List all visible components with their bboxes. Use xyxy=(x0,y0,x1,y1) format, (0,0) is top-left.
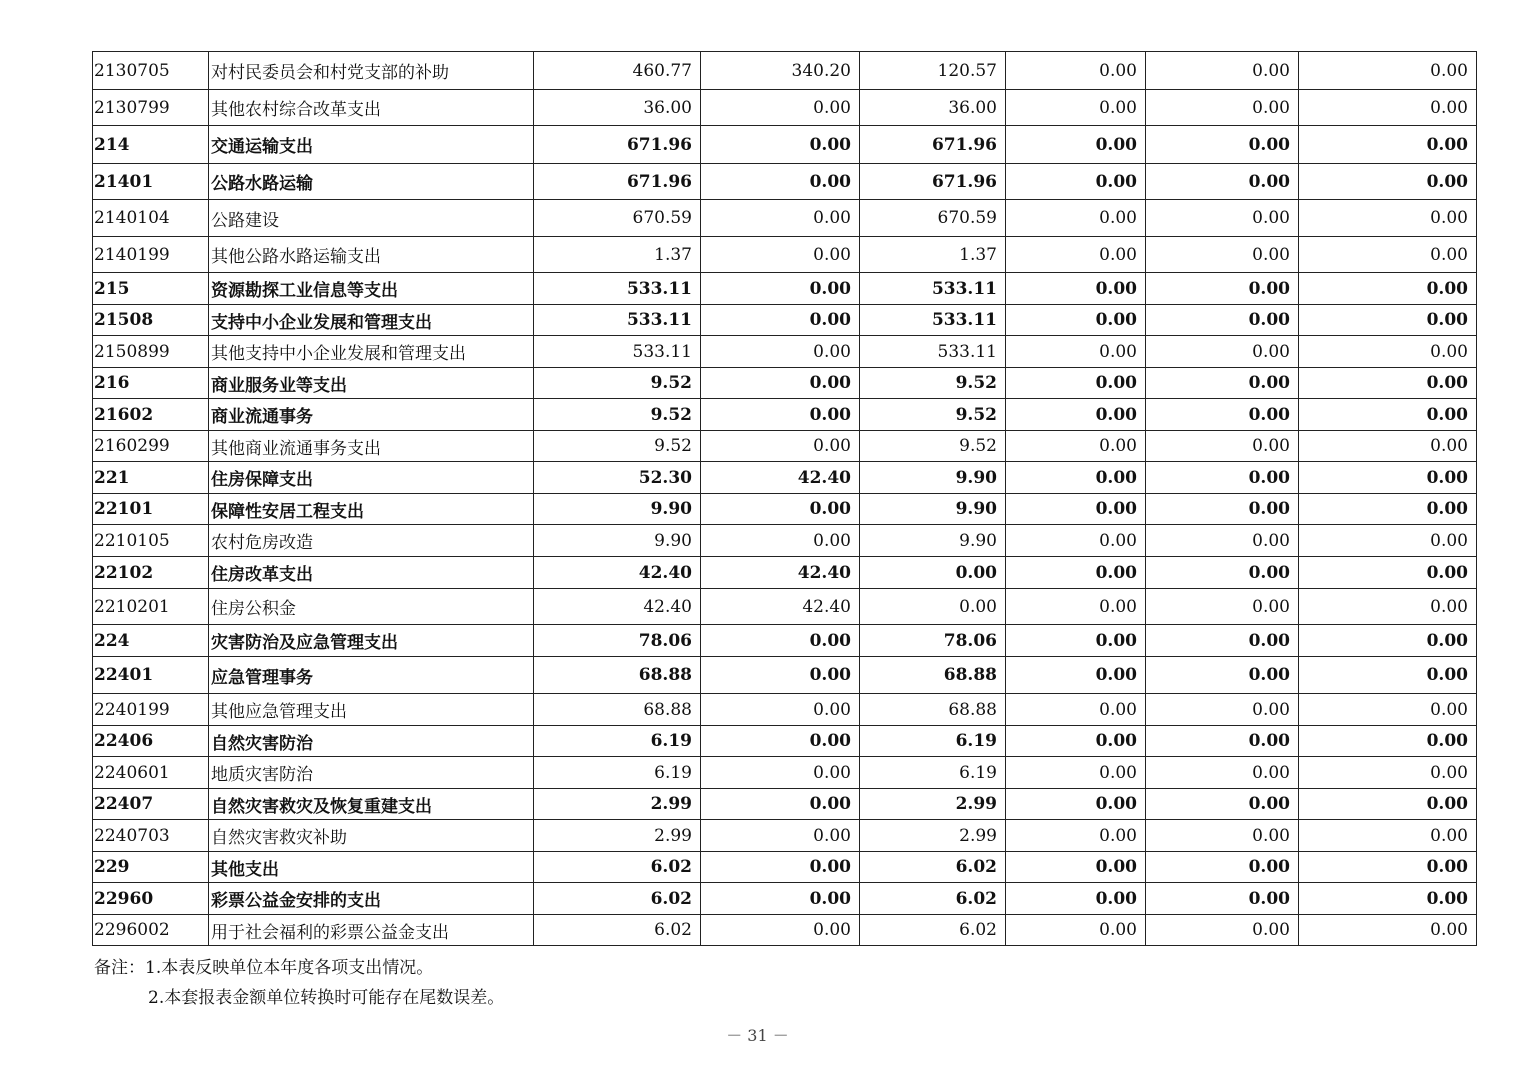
cell-value: 0.00 xyxy=(1146,852,1299,883)
cell-value: 2.99 xyxy=(534,789,701,820)
table-row xyxy=(93,305,1477,336)
cell-value: 42.40 xyxy=(701,589,860,625)
cell-code: 22406 xyxy=(93,726,209,757)
cell-value: 9.52 xyxy=(860,368,1006,399)
table-row xyxy=(93,200,1477,237)
cell-value: 1.37 xyxy=(534,237,701,273)
cell-value: 68.88 xyxy=(860,694,1006,726)
cell-name: 其他应急管理支出 xyxy=(209,694,534,726)
cell-value: 0.00 xyxy=(1006,694,1146,726)
cell-value: 671.96 xyxy=(534,164,701,200)
cell-value: 0.00 xyxy=(1146,164,1299,200)
note-line-1: 备注：1.本表反映单位本年度各项支出情况。 xyxy=(94,958,434,978)
cell-value: 0.00 xyxy=(701,726,860,757)
cell-value: 0.00 xyxy=(1146,90,1299,126)
cell-name: 对村民委员会和村党支部的补助 xyxy=(209,52,534,90)
table-row xyxy=(93,462,1477,494)
cell-code: 22102 xyxy=(93,557,209,589)
cell-value: 0.00 xyxy=(1006,90,1146,126)
cell-value: 533.11 xyxy=(534,273,701,305)
cell-value: 0.00 xyxy=(1006,237,1146,273)
cell-value: 0.00 xyxy=(1299,273,1477,305)
cell-code: 224 xyxy=(93,625,209,657)
cell-value: 0.00 xyxy=(1299,557,1477,589)
page-number: － 31 － xyxy=(726,1026,789,1045)
table-row xyxy=(93,399,1477,431)
cell-value: 0.00 xyxy=(1146,525,1299,557)
cell-value: 0.00 xyxy=(1299,52,1477,90)
cell-value: 670.59 xyxy=(860,200,1006,237)
cell-value: 0.00 xyxy=(701,336,860,368)
cell-name: 支持中小企业发展和管理支出 xyxy=(209,305,534,336)
cell-value: 0.00 xyxy=(1146,273,1299,305)
cell-code: 215 xyxy=(93,273,209,305)
cell-value: 0.00 xyxy=(1146,52,1299,90)
cell-value: 0.00 xyxy=(860,557,1006,589)
cell-code: 221 xyxy=(93,462,209,494)
table-row xyxy=(93,625,1477,657)
cell-value: 0.00 xyxy=(1146,694,1299,726)
cell-value: 0.00 xyxy=(1146,657,1299,694)
cell-value: 1.37 xyxy=(860,237,1006,273)
cell-value: 0.00 xyxy=(1299,200,1477,237)
cell-code: 229 xyxy=(93,852,209,883)
cell-value: 0.00 xyxy=(1146,494,1299,525)
cell-value: 0.00 xyxy=(1146,336,1299,368)
cell-code: 2240601 xyxy=(93,757,209,789)
cell-value: 0.00 xyxy=(1146,200,1299,237)
cell-value: 0.00 xyxy=(1006,305,1146,336)
table-row xyxy=(93,757,1477,789)
table-row xyxy=(93,789,1477,820)
cell-value: 0.00 xyxy=(1006,399,1146,431)
table-row xyxy=(93,726,1477,757)
cell-value: 0.00 xyxy=(1299,494,1477,525)
cell-value: 0.00 xyxy=(1006,273,1146,305)
cell-value: 0.00 xyxy=(701,915,860,946)
cell-value: 6.19 xyxy=(534,726,701,757)
cell-value: 0.00 xyxy=(1146,789,1299,820)
cell-value: 0.00 xyxy=(1006,557,1146,589)
cell-value: 533.11 xyxy=(860,273,1006,305)
cell-value: 0.00 xyxy=(701,200,860,237)
table-row xyxy=(93,336,1477,368)
table-row xyxy=(93,852,1477,883)
cell-value: 0.00 xyxy=(1006,462,1146,494)
cell-value: 0.00 xyxy=(1006,164,1146,200)
cell-value: 2.99 xyxy=(860,820,1006,852)
cell-value: 0.00 xyxy=(701,431,860,462)
cell-code: 2130705 xyxy=(93,52,209,90)
cell-value: 42.40 xyxy=(534,589,701,625)
cell-value: 0.00 xyxy=(701,820,860,852)
cell-value: 52.30 xyxy=(534,462,701,494)
cell-code: 2210105 xyxy=(93,525,209,557)
cell-value: 0.00 xyxy=(1146,557,1299,589)
cell-value: 0.00 xyxy=(1146,399,1299,431)
cell-value: 0.00 xyxy=(1006,657,1146,694)
cell-value: 0.00 xyxy=(1006,336,1146,368)
cell-value: 0.00 xyxy=(1146,726,1299,757)
note-line-2: 2.本套报表金额单位转换时可能存在尾数误差。 xyxy=(148,988,505,1008)
cell-value: 0.00 xyxy=(1299,305,1477,336)
cell-value: 533.11 xyxy=(534,336,701,368)
cell-name: 公路水路运输 xyxy=(209,164,534,200)
table-row xyxy=(93,525,1477,557)
cell-value: 9.52 xyxy=(534,431,701,462)
cell-code: 2140104 xyxy=(93,200,209,237)
cell-value: 9.52 xyxy=(860,399,1006,431)
cell-value: 9.52 xyxy=(534,368,701,399)
cell-name: 交通运输支出 xyxy=(209,126,534,164)
cell-value: 0.00 xyxy=(1299,431,1477,462)
cell-value: 6.19 xyxy=(860,726,1006,757)
cell-code: 216 xyxy=(93,368,209,399)
cell-name: 资源勘探工业信息等支出 xyxy=(209,273,534,305)
cell-value: 0.00 xyxy=(1006,431,1146,462)
cell-code: 2160299 xyxy=(93,431,209,462)
table-row xyxy=(93,273,1477,305)
cell-value: 0.00 xyxy=(1146,431,1299,462)
cell-value: 0.00 xyxy=(1006,126,1146,164)
cell-value: 6.02 xyxy=(860,915,1006,946)
cell-name: 商业流通事务 xyxy=(209,399,534,431)
cell-value: 0.00 xyxy=(1146,757,1299,789)
cell-value: 9.90 xyxy=(860,525,1006,557)
cell-value: 0.00 xyxy=(1006,589,1146,625)
cell-value: 120.57 xyxy=(860,52,1006,90)
cell-code: 2296002 xyxy=(93,915,209,946)
table-row xyxy=(93,883,1477,915)
cell-value: 9.52 xyxy=(860,431,1006,462)
cell-value: 0.00 xyxy=(1146,883,1299,915)
cell-value: 0.00 xyxy=(1146,589,1299,625)
cell-name: 应急管理事务 xyxy=(209,657,534,694)
cell-value: 6.02 xyxy=(534,883,701,915)
cell-value: 6.19 xyxy=(860,757,1006,789)
cell-value: 78.06 xyxy=(534,625,701,657)
cell-value: 0.00 xyxy=(1146,368,1299,399)
cell-value: 36.00 xyxy=(860,90,1006,126)
cell-name: 农村危房改造 xyxy=(209,525,534,557)
table-body xyxy=(93,52,1477,946)
cell-value: 9.90 xyxy=(534,525,701,557)
cell-name: 其他支持中小企业发展和管理支出 xyxy=(209,336,534,368)
cell-value: 671.96 xyxy=(860,164,1006,200)
cell-value: 9.52 xyxy=(534,399,701,431)
cell-value: 0.00 xyxy=(1299,368,1477,399)
cell-value: 2.99 xyxy=(534,820,701,852)
cell-name: 彩票公益金安排的支出 xyxy=(209,883,534,915)
cell-value: 0.00 xyxy=(701,368,860,399)
table-row xyxy=(93,657,1477,694)
cell-value: 0.00 xyxy=(1146,126,1299,164)
table-row xyxy=(93,164,1477,200)
cell-value: 0.00 xyxy=(701,694,860,726)
table-row xyxy=(93,368,1477,399)
cell-value: 42.40 xyxy=(534,557,701,589)
cell-value: 0.00 xyxy=(1146,915,1299,946)
cell-code: 2210201 xyxy=(93,589,209,625)
cell-value: 68.88 xyxy=(860,657,1006,694)
cell-value: 0.00 xyxy=(1299,726,1477,757)
cell-value: 0.00 xyxy=(1299,820,1477,852)
cell-value: 0.00 xyxy=(1146,237,1299,273)
cell-name: 自然灾害救灾补助 xyxy=(209,820,534,852)
cell-value: 0.00 xyxy=(701,305,860,336)
cell-value: 0.00 xyxy=(1299,657,1477,694)
cell-value: 0.00 xyxy=(1006,525,1146,557)
cell-value: 0.00 xyxy=(701,164,860,200)
cell-name: 自然灾害防治 xyxy=(209,726,534,757)
cell-name: 保障性安居工程支出 xyxy=(209,494,534,525)
cell-value: 0.00 xyxy=(1006,625,1146,657)
table-row xyxy=(93,431,1477,462)
cell-value: 0.00 xyxy=(1299,164,1477,200)
cell-name: 住房公积金 xyxy=(209,589,534,625)
cell-value: 0.00 xyxy=(1299,694,1477,726)
cell-name: 住房改革支出 xyxy=(209,557,534,589)
cell-value: 0.00 xyxy=(1006,820,1146,852)
cell-code: 22101 xyxy=(93,494,209,525)
cell-value: 0.00 xyxy=(701,494,860,525)
cell-value: 460.77 xyxy=(534,52,701,90)
cell-name: 其他农村综合改革支出 xyxy=(209,90,534,126)
cell-name: 商业服务业等支出 xyxy=(209,368,534,399)
table-row xyxy=(93,557,1477,589)
cell-value: 0.00 xyxy=(1006,789,1146,820)
cell-value: 533.11 xyxy=(860,305,1006,336)
cell-value: 340.20 xyxy=(701,52,860,90)
cell-name: 其他公路水路运输支出 xyxy=(209,237,534,273)
cell-value: 0.00 xyxy=(1299,589,1477,625)
table-row xyxy=(93,237,1477,273)
cell-value: 0.00 xyxy=(1299,757,1477,789)
cell-value: 0.00 xyxy=(701,883,860,915)
cell-value: 0.00 xyxy=(701,525,860,557)
cell-code: 2240703 xyxy=(93,820,209,852)
cell-value: 78.06 xyxy=(860,625,1006,657)
table-row xyxy=(93,820,1477,852)
cell-name: 住房保障支出 xyxy=(209,462,534,494)
cell-name: 用于社会福利的彩票公益金支出 xyxy=(209,915,534,946)
cell-value: 0.00 xyxy=(701,852,860,883)
table-row xyxy=(93,915,1477,946)
cell-code: 2140199 xyxy=(93,237,209,273)
cell-value: 0.00 xyxy=(1006,883,1146,915)
cell-value: 671.96 xyxy=(860,126,1006,164)
cell-value: 6.02 xyxy=(534,852,701,883)
cell-value: 36.00 xyxy=(534,90,701,126)
cell-value: 0.00 xyxy=(1299,90,1477,126)
cell-code: 21401 xyxy=(93,164,209,200)
cell-value: 68.88 xyxy=(534,657,701,694)
cell-value: 9.90 xyxy=(860,462,1006,494)
cell-value: 9.90 xyxy=(534,494,701,525)
cell-value: 0.00 xyxy=(701,625,860,657)
cell-value: 0.00 xyxy=(1006,915,1146,946)
cell-value: 0.00 xyxy=(701,273,860,305)
cell-value: 42.40 xyxy=(701,462,860,494)
cell-name: 其他支出 xyxy=(209,852,534,883)
cell-value: 0.00 xyxy=(1299,789,1477,820)
table-row xyxy=(93,694,1477,726)
expenditure-table xyxy=(92,51,1477,946)
cell-value: 0.00 xyxy=(1299,336,1477,368)
cell-value: 6.02 xyxy=(534,915,701,946)
cell-value: 0.00 xyxy=(1146,820,1299,852)
cell-value: 0.00 xyxy=(1299,852,1477,883)
cell-value: 9.90 xyxy=(860,494,1006,525)
cell-value: 0.00 xyxy=(1006,52,1146,90)
cell-code: 21508 xyxy=(93,305,209,336)
cell-value: 0.00 xyxy=(701,237,860,273)
cell-value: 0.00 xyxy=(701,789,860,820)
cell-value: 6.19 xyxy=(534,757,701,789)
cell-code: 21602 xyxy=(93,399,209,431)
cell-name: 其他商业流通事务支出 xyxy=(209,431,534,462)
cell-code: 214 xyxy=(93,126,209,164)
cell-value: 0.00 xyxy=(1146,462,1299,494)
cell-value: 0.00 xyxy=(1006,494,1146,525)
cell-value: 0.00 xyxy=(701,90,860,126)
cell-value: 0.00 xyxy=(1299,462,1477,494)
table-row xyxy=(93,90,1477,126)
cell-value: 42.40 xyxy=(701,557,860,589)
cell-value: 0.00 xyxy=(1299,399,1477,431)
cell-value: 68.88 xyxy=(534,694,701,726)
cell-value: 0.00 xyxy=(1299,525,1477,557)
cell-value: 0.00 xyxy=(1146,625,1299,657)
cell-value: 0.00 xyxy=(701,399,860,431)
cell-value: 0.00 xyxy=(701,657,860,694)
cell-value: 0.00 xyxy=(1299,126,1477,164)
cell-value: 2.99 xyxy=(860,789,1006,820)
cell-value: 0.00 xyxy=(1006,200,1146,237)
cell-value: 0.00 xyxy=(1006,368,1146,399)
cell-value: 6.02 xyxy=(860,883,1006,915)
cell-code: 2130799 xyxy=(93,90,209,126)
cell-value: 0.00 xyxy=(1006,726,1146,757)
cell-name: 灾害防治及应急管理支出 xyxy=(209,625,534,657)
table-row xyxy=(93,494,1477,525)
cell-code: 22401 xyxy=(93,657,209,694)
cell-value: 0.00 xyxy=(1299,883,1477,915)
cell-code: 2240199 xyxy=(93,694,209,726)
cell-name: 地质灾害防治 xyxy=(209,757,534,789)
cell-value: 670.59 xyxy=(534,200,701,237)
cell-value: 0.00 xyxy=(1299,915,1477,946)
cell-code: 2150899 xyxy=(93,336,209,368)
cell-code: 22960 xyxy=(93,883,209,915)
cell-code: 22407 xyxy=(93,789,209,820)
cell-value: 0.00 xyxy=(1299,625,1477,657)
cell-value: 671.96 xyxy=(534,126,701,164)
cell-value: 0.00 xyxy=(701,126,860,164)
cell-value: 0.00 xyxy=(1299,237,1477,273)
cell-value: 533.11 xyxy=(860,336,1006,368)
cell-value: 0.00 xyxy=(701,757,860,789)
cell-value: 0.00 xyxy=(860,589,1006,625)
table-row xyxy=(93,589,1477,625)
cell-value: 0.00 xyxy=(1006,757,1146,789)
cell-value: 0.00 xyxy=(1006,852,1146,883)
table-row xyxy=(93,52,1477,90)
cell-value: 6.02 xyxy=(860,852,1006,883)
table-row xyxy=(93,126,1477,164)
cell-value: 0.00 xyxy=(1146,305,1299,336)
cell-name: 公路建设 xyxy=(209,200,534,237)
cell-name: 自然灾害救灾及恢复重建支出 xyxy=(209,789,534,820)
cell-value: 533.11 xyxy=(534,305,701,336)
